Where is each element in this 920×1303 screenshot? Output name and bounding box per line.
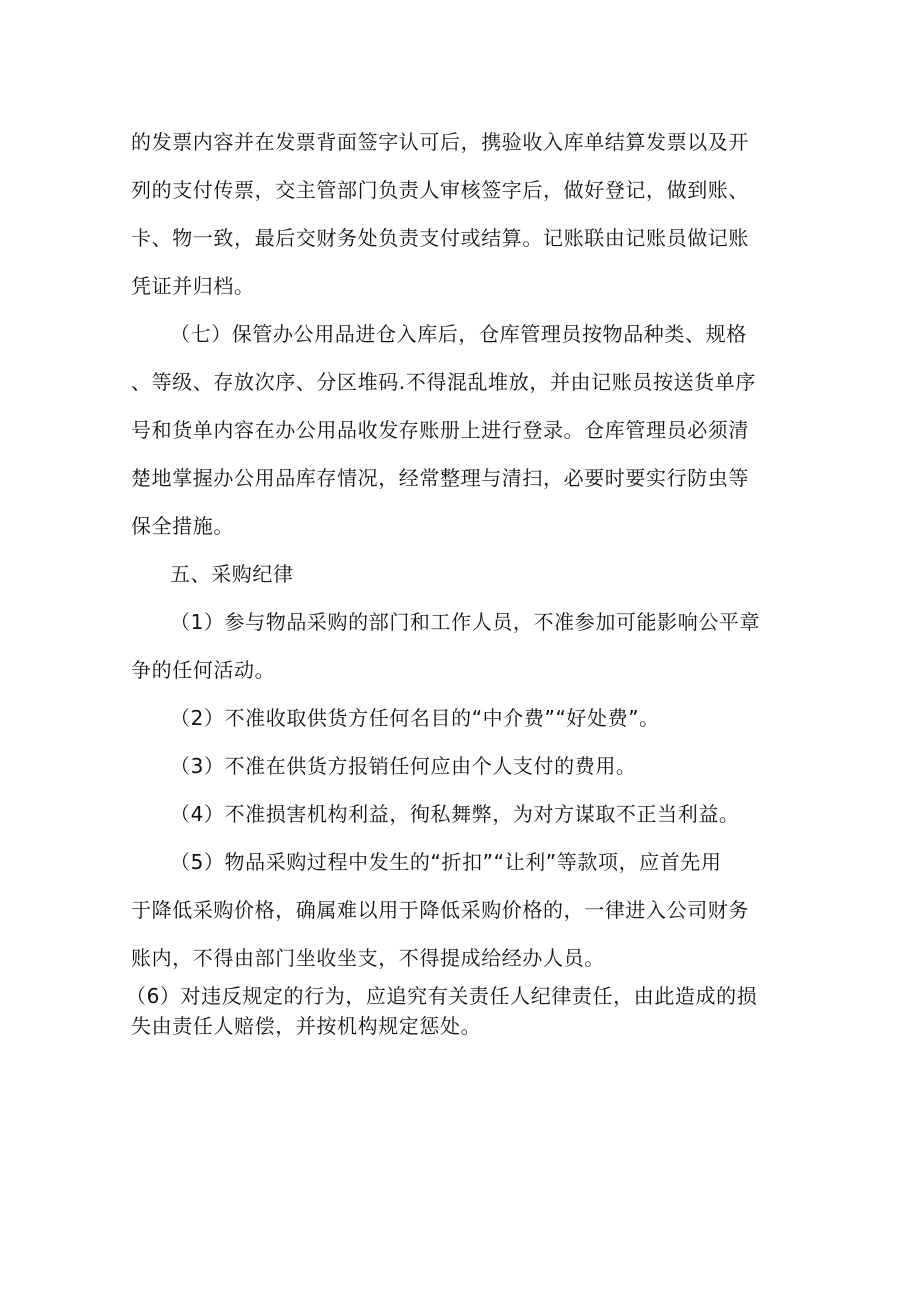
text-line-20: 失由责任人赔偿，并按机构规定惩处。 <box>131 1014 482 1038</box>
section-heading: 五、采购纪律 <box>170 562 294 586</box>
text-line-8: 楚地掌握办公用品库存情况，经常整理与清扫，必要时要实行防虫等 <box>131 466 749 490</box>
text-line-14: （3）不准在供货方报销任何应由个人支付的费用。 <box>170 754 637 778</box>
text-line-16: （5）物品采购过程中发生的“折扣”“让利”等款项，应首先用 <box>170 850 722 874</box>
text-line-11: （1）参与物品采购的部门和工作人员，不准参加可能影响公平章 <box>170 610 761 634</box>
text-line-12: 争的任何活动。 <box>131 658 276 682</box>
text-line-6: 、等级、存放次序、分区堆码.不得混乱堆放，并由记账员按送货单序 <box>131 370 756 394</box>
text-line-15: （4）不准损害机构利益，徇私舞弊，为对方谋取不正当利益。 <box>170 802 740 826</box>
text-line-3: 卡、物一致，最后交财务处负责支付或结算。记账联由记账员做记账 <box>131 226 749 250</box>
text-line-2: 列的支付传票，交主管部门负责人审核签字后，做好登记，做到账、 <box>131 178 749 202</box>
text-line-5: （七）保管办公用品进仓入库后，仓库管理员按物品种类、规格 <box>170 322 747 346</box>
text-line-19: （6）对违反规定的行为，应追究有关责任人纪律责任，由此造成的损 <box>126 984 758 1008</box>
text-line-13: （2）不准收取供货方任何名目的“中介费”“好处费”。 <box>170 706 660 730</box>
text-line-7: 号和货单内容在办公用品收发存账册上进行登录。仓库管理员必须清 <box>131 418 749 442</box>
text-line-9: 保全措施。 <box>131 514 234 538</box>
text-line-17: 于降低采购价格，确属难以用于降低采购价格的，一律进入公司财务 <box>131 898 749 922</box>
text-line-18: 账内，不得由部门坐收坐支，不得提成给经办人员。 <box>131 946 605 970</box>
text-line-1: 的发票内容并在发票背面签字认可后，携验收入库单结算发票以及开 <box>131 130 749 154</box>
text-line-4: 凭证并归档。 <box>131 274 255 298</box>
